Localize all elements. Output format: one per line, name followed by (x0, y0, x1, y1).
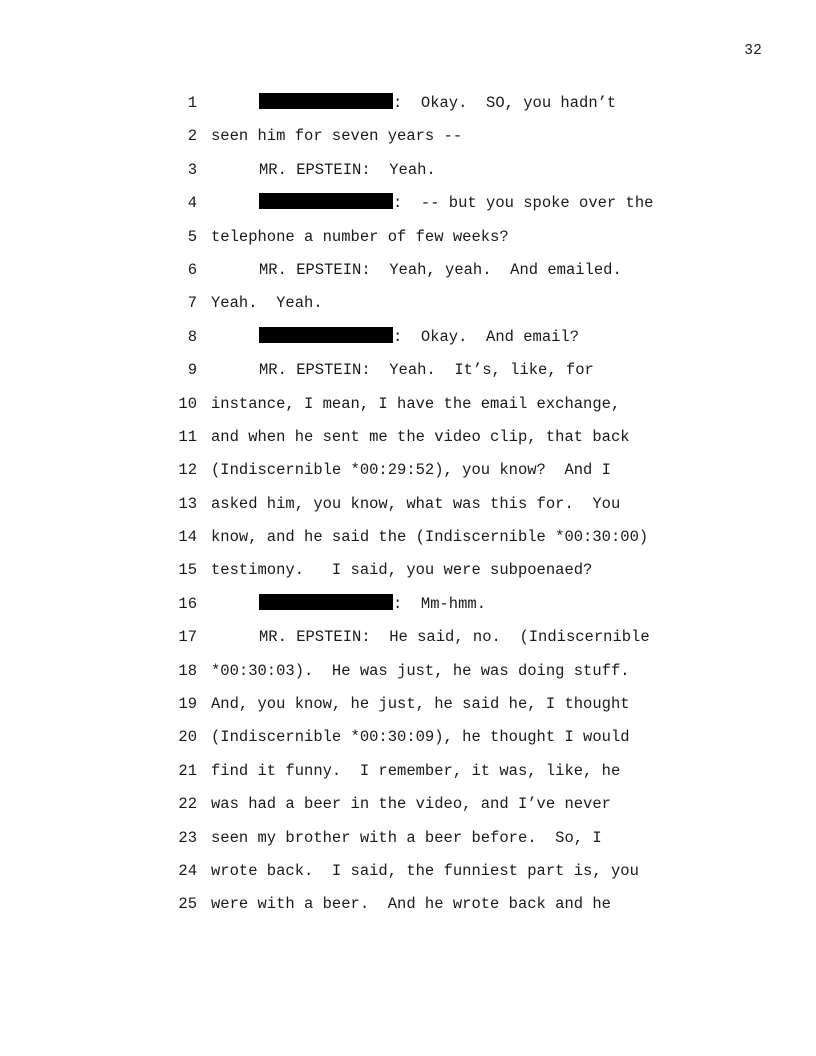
line-text (211, 793, 611, 815)
line-content: : Okay. And email? (393, 327, 580, 346)
line-number: 13 (178, 494, 197, 513)
transcript-line (0, 793, 816, 826)
line-text (211, 559, 592, 581)
transcript-line (0, 626, 816, 659)
line-text (259, 259, 622, 281)
line-text (211, 693, 630, 715)
transcript-line (0, 760, 816, 793)
line-content: know, and he said the (Indiscernible *00:30:00) (211, 528, 649, 547)
line-text (211, 226, 509, 248)
line-content: and when he sent me the video clip, that back (211, 427, 630, 446)
line-content: : -- but you spoke over the (393, 194, 654, 213)
line-text (211, 459, 611, 481)
line-text (211, 493, 620, 515)
line-content: instance, I mean, I have the email exchange, (211, 394, 621, 413)
transcript-line (0, 125, 816, 158)
line-number: 15 (178, 561, 197, 580)
line-number: 19 (178, 695, 197, 714)
transcript-line (0, 593, 816, 626)
line-number: 1 (187, 94, 197, 112)
transcript-line (0, 92, 816, 125)
transcript-line (0, 493, 816, 526)
line-content: *00:30:03). He was just, he was doing stuff. (211, 661, 630, 680)
transcript-line (0, 559, 816, 592)
line-content: seen him for seven years -- (211, 127, 463, 146)
line-content: find it funny. I remember, it was, like, he (211, 761, 621, 780)
line-number: 10 (178, 394, 197, 413)
line-content: MR. EPSTEIN: Yeah. (259, 160, 436, 179)
line-content: : Mm-hmm. (393, 594, 487, 613)
line-content: (Indiscernible *00:30:09), he thought I would (211, 728, 630, 747)
line-content: (Indiscernible *00:29:52), you know? And I (211, 461, 611, 480)
line-content: MR. EPSTEIN: Yeah, yeah. And emailed. (259, 260, 622, 279)
line-text (259, 192, 653, 214)
transcript-line (0, 359, 816, 392)
transcript-line (0, 693, 816, 726)
transcript-line (0, 827, 816, 860)
transcript-line (0, 893, 816, 926)
line-content: wrote back. I said, the funniest part is, you (211, 861, 639, 880)
line-text (211, 125, 462, 147)
line-content: telephone a number of few weeks? (211, 227, 509, 246)
line-number: 6 (187, 260, 197, 279)
line-text (211, 292, 323, 314)
line-content: was had a beer in the video, and I’ve never (211, 795, 611, 814)
transcript-line (0, 226, 816, 259)
transcript-line (0, 292, 816, 325)
line-content: MR. EPSTEIN: Yeah. It’s, like, for (259, 361, 594, 380)
line-content: seen my brother with a beer before. So, I (211, 828, 602, 847)
line-number: 23 (178, 828, 197, 847)
line-number: 16 (178, 594, 197, 613)
line-number: 7 (187, 294, 197, 313)
line-number: 14 (178, 528, 197, 547)
line-text (211, 860, 639, 882)
line-text (211, 827, 602, 849)
transcript-line (0, 326, 816, 359)
line-number: 20 (178, 728, 197, 747)
line-content: Yeah. Yeah. (211, 294, 323, 313)
line-content: And, you know, he just, he said he, I thought (211, 695, 630, 714)
transcript-line (0, 860, 816, 893)
line-content: testimony. I said, you were subpoenaed? (211, 561, 593, 580)
line-number: 11 (178, 427, 197, 446)
line-number: 21 (178, 761, 197, 780)
line-text (259, 359, 594, 381)
line-number: 8 (187, 327, 197, 346)
line-number: 9 (187, 361, 197, 380)
transcript-line (0, 426, 816, 459)
transcript-line (0, 192, 816, 225)
line-number: 12 (178, 461, 197, 480)
line-text (259, 593, 486, 615)
line-number: 2 (187, 127, 197, 146)
line-text (211, 726, 630, 748)
line-text (259, 326, 579, 348)
line-number: 18 (178, 661, 197, 680)
transcript-line (0, 159, 816, 192)
line-number: 5 (187, 227, 197, 246)
transcript-line (0, 259, 816, 292)
transcript-line (0, 526, 816, 559)
transcript-line (0, 393, 816, 426)
line-text (211, 893, 611, 915)
line-text (259, 92, 616, 114)
line-content: : Okay. SO, you hadn’t (393, 94, 617, 112)
transcript-body (0, 92, 816, 927)
redaction-bar (259, 93, 393, 109)
line-number: 25 (178, 895, 197, 914)
line-text (211, 660, 630, 682)
line-number: 24 (178, 861, 197, 880)
line-number: 3 (187, 160, 197, 179)
transcript-line (0, 660, 816, 693)
line-text (211, 426, 630, 448)
line-text (211, 760, 620, 782)
line-text (211, 393, 620, 415)
line-content: asked him, you know, what was this for. You (211, 494, 621, 513)
line-number: 22 (178, 795, 197, 814)
transcript-line (0, 726, 816, 759)
line-text (259, 159, 436, 181)
line-content: were with a beer. And he wrote back and he (211, 895, 611, 914)
line-content: MR. EPSTEIN: He said, no. (Indiscernible (259, 628, 650, 647)
line-number: 17 (178, 628, 197, 647)
page-number: 32 (744, 43, 762, 59)
line-number: 4 (187, 194, 197, 213)
redaction-bar (259, 594, 393, 610)
line-text (259, 626, 650, 648)
redaction-bar (259, 193, 393, 209)
redaction-bar (259, 327, 393, 343)
transcript-line (0, 459, 816, 492)
line-text (211, 526, 648, 548)
